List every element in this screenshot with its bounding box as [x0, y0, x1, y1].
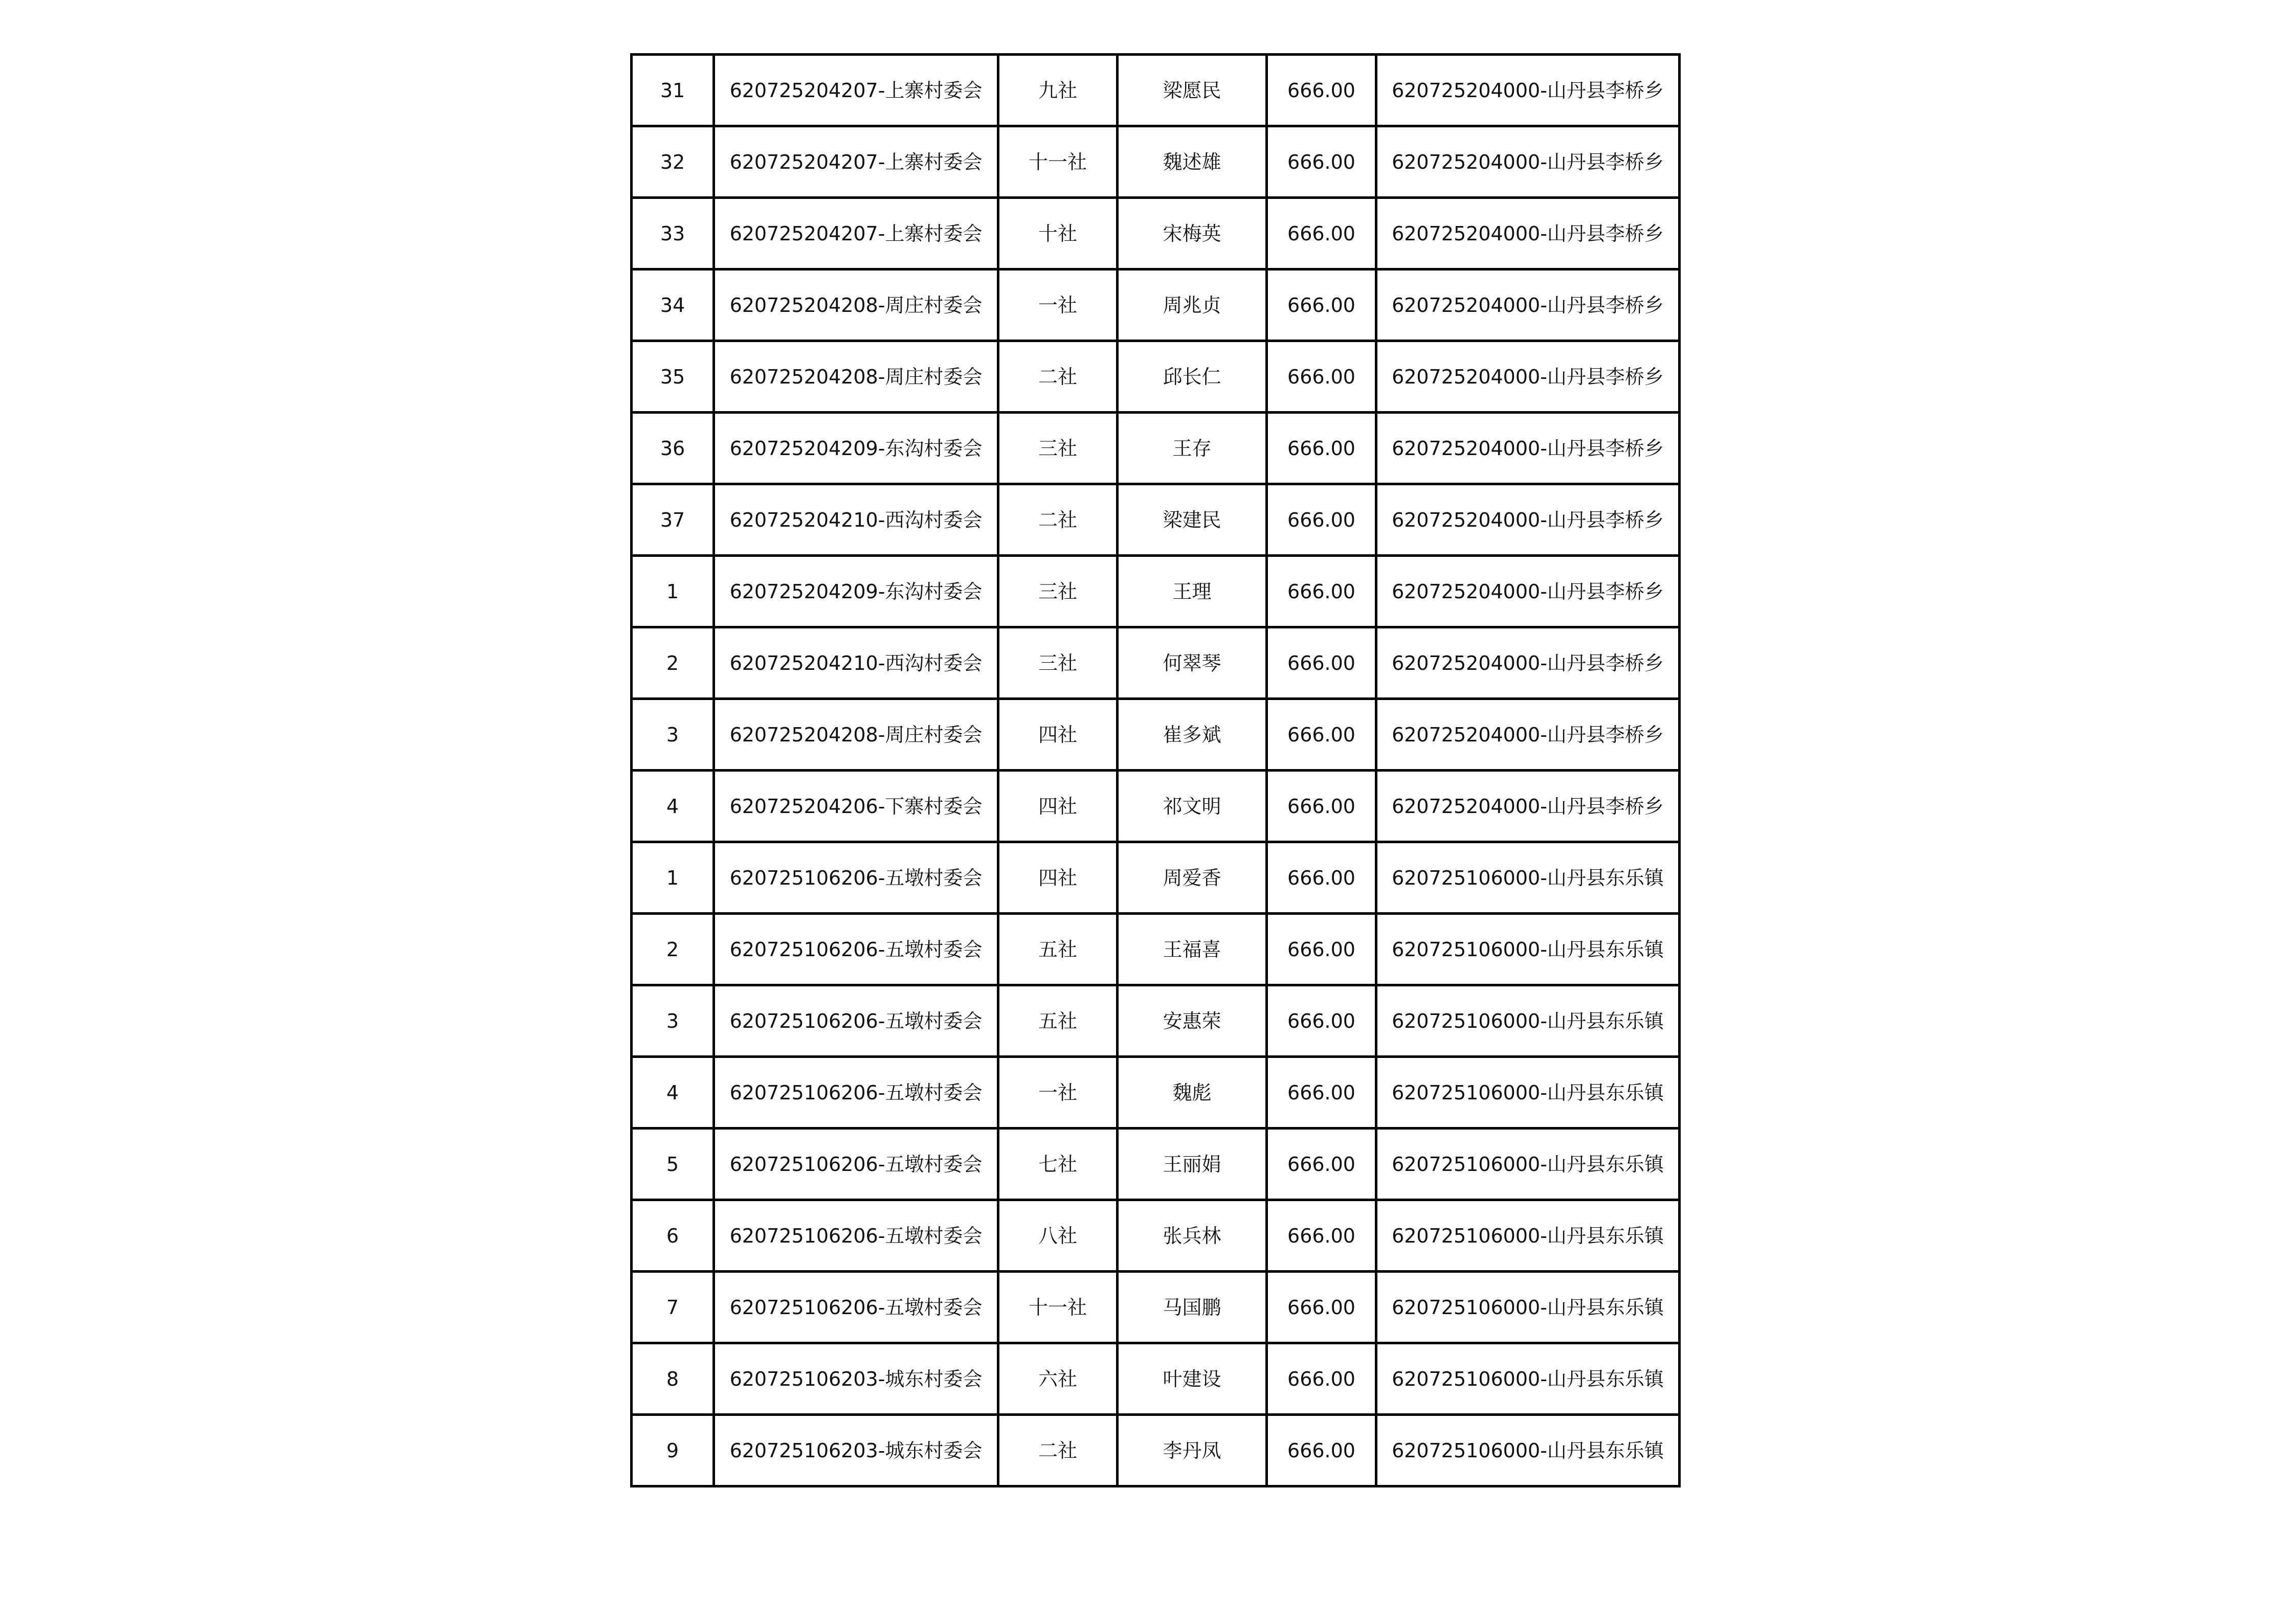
amount-cell: 666.00	[1267, 1272, 1376, 1343]
table-row	[632, 341, 1680, 413]
town-cell: 620725106000-山丹县东乐镇	[1376, 1200, 1680, 1272]
village-cell: 620725106206-五墩村委会	[714, 842, 998, 914]
group-cell: 四社	[998, 771, 1118, 842]
group-cell: 九社	[998, 55, 1118, 126]
village-cell: 620725106206-五墩村委会	[714, 1057, 998, 1129]
town-cell: 620725204000-山丹县李桥乡	[1376, 556, 1680, 627]
town-cell: 620725106000-山丹县东乐镇	[1376, 1129, 1680, 1200]
table-row	[632, 55, 1680, 126]
town-cell: 620725106000-山丹县东乐镇	[1376, 1343, 1680, 1415]
group-cell: 一社	[998, 269, 1118, 341]
group-cell: 三社	[998, 413, 1118, 484]
amount-cell: 666.00	[1267, 413, 1376, 484]
amount-cell: 666.00	[1267, 914, 1376, 985]
name-cell: 宋梅英	[1118, 198, 1267, 269]
village-cell: 620725106206-五墩村委会	[714, 1200, 998, 1272]
row-index-cell: 4	[632, 771, 714, 842]
village-cell: 620725204210-西沟村委会	[714, 484, 998, 556]
group-cell: 二社	[998, 484, 1118, 556]
town-cell: 620725106000-山丹县东乐镇	[1376, 985, 1680, 1057]
town-cell: 620725106000-山丹县东乐镇	[1376, 1057, 1680, 1129]
village-cell: 620725106206-五墩村委会	[714, 985, 998, 1057]
group-cell: 五社	[998, 985, 1118, 1057]
amount-cell: 666.00	[1267, 771, 1376, 842]
town-cell: 620725204000-山丹县李桥乡	[1376, 627, 1680, 699]
subsidy-table	[630, 53, 1681, 1487]
group-cell: 五社	[998, 914, 1118, 985]
town-cell: 620725204000-山丹县李桥乡	[1376, 699, 1680, 771]
town-cell: 620725106000-山丹县东乐镇	[1376, 842, 1680, 914]
table-row	[632, 126, 1680, 198]
name-cell: 崔多斌	[1118, 699, 1267, 771]
group-cell: 十一社	[998, 1272, 1118, 1343]
village-cell: 620725106206-五墩村委会	[714, 914, 998, 985]
village-cell: 620725106206-五墩村委会	[714, 1272, 998, 1343]
town-cell: 620725204000-山丹县李桥乡	[1376, 341, 1680, 413]
amount-cell: 666.00	[1267, 985, 1376, 1057]
table-row	[632, 1200, 1680, 1272]
name-cell: 马国鹏	[1118, 1272, 1267, 1343]
amount-cell: 666.00	[1267, 699, 1376, 771]
amount-cell: 666.00	[1267, 627, 1376, 699]
amount-cell: 666.00	[1267, 1057, 1376, 1129]
row-index-cell: 34	[632, 269, 714, 341]
village-cell: 620725204206-下寨村委会	[714, 771, 998, 842]
name-cell: 祁文明	[1118, 771, 1267, 842]
name-cell: 周爱香	[1118, 842, 1267, 914]
village-cell: 620725204207-上寨村委会	[714, 198, 998, 269]
name-cell: 安惠荣	[1118, 985, 1267, 1057]
row-index-cell: 2	[632, 627, 714, 699]
name-cell: 王福喜	[1118, 914, 1267, 985]
row-index-cell: 1	[632, 842, 714, 914]
table-row	[632, 484, 1680, 556]
table-row	[632, 985, 1680, 1057]
table-row	[632, 1129, 1680, 1200]
group-cell: 八社	[998, 1200, 1118, 1272]
name-cell: 王理	[1118, 556, 1267, 627]
group-cell: 六社	[998, 1343, 1118, 1415]
row-index-cell: 35	[632, 341, 714, 413]
amount-cell: 666.00	[1267, 556, 1376, 627]
row-index-cell: 8	[632, 1343, 714, 1415]
table-row	[632, 771, 1680, 842]
group-cell: 二社	[998, 1415, 1118, 1486]
town-cell: 620725106000-山丹县东乐镇	[1376, 914, 1680, 985]
amount-cell: 666.00	[1267, 269, 1376, 341]
village-cell: 620725204207-上寨村委会	[714, 126, 998, 198]
row-index-cell: 33	[632, 198, 714, 269]
village-cell: 620725204209-东沟村委会	[714, 413, 998, 484]
row-index-cell: 31	[632, 55, 714, 126]
town-cell: 620725204000-山丹县李桥乡	[1376, 126, 1680, 198]
row-index-cell: 2	[632, 914, 714, 985]
name-cell: 张兵林	[1118, 1200, 1267, 1272]
town-cell: 620725204000-山丹县李桥乡	[1376, 269, 1680, 341]
table-row	[632, 1272, 1680, 1343]
name-cell: 邱长仁	[1118, 341, 1267, 413]
row-index-cell: 9	[632, 1415, 714, 1486]
village-cell: 620725204208-周庄村委会	[714, 269, 998, 341]
table-row	[632, 1415, 1680, 1486]
amount-cell: 666.00	[1267, 55, 1376, 126]
group-cell: 三社	[998, 556, 1118, 627]
village-cell: 620725204207-上寨村委会	[714, 55, 998, 126]
row-index-cell: 37	[632, 484, 714, 556]
row-index-cell: 32	[632, 126, 714, 198]
village-cell: 620725106203-城东村委会	[714, 1343, 998, 1415]
row-index-cell: 1	[632, 556, 714, 627]
group-cell: 七社	[998, 1129, 1118, 1200]
group-cell: 一社	[998, 1057, 1118, 1129]
table-row	[632, 914, 1680, 985]
name-cell: 周兆贞	[1118, 269, 1267, 341]
group-cell: 四社	[998, 699, 1118, 771]
group-cell: 二社	[998, 341, 1118, 413]
town-cell: 620725106000-山丹县东乐镇	[1376, 1272, 1680, 1343]
table-row	[632, 198, 1680, 269]
amount-cell: 666.00	[1267, 1129, 1376, 1200]
name-cell: 王丽娟	[1118, 1129, 1267, 1200]
village-cell: 620725204210-西沟村委会	[714, 627, 998, 699]
village-cell: 620725106206-五墩村委会	[714, 1129, 998, 1200]
group-cell: 十一社	[998, 126, 1118, 198]
amount-cell: 666.00	[1267, 198, 1376, 269]
name-cell: 叶建设	[1118, 1343, 1267, 1415]
town-cell: 620725204000-山丹县李桥乡	[1376, 484, 1680, 556]
table-row	[632, 627, 1680, 699]
name-cell: 魏彪	[1118, 1057, 1267, 1129]
table-row	[632, 269, 1680, 341]
village-cell: 620725204208-周庄村委会	[714, 341, 998, 413]
table-row	[632, 1343, 1680, 1415]
group-cell: 四社	[998, 842, 1118, 914]
name-cell: 魏述雄	[1118, 126, 1267, 198]
town-cell: 620725106000-山丹县东乐镇	[1376, 1415, 1680, 1486]
row-index-cell: 4	[632, 1057, 714, 1129]
town-cell: 620725204000-山丹县李桥乡	[1376, 771, 1680, 842]
town-cell: 620725204000-山丹县李桥乡	[1376, 55, 1680, 126]
table-row	[632, 413, 1680, 484]
town-cell: 620725204000-山丹县李桥乡	[1376, 413, 1680, 484]
village-cell: 620725204208-周庄村委会	[714, 699, 998, 771]
name-cell: 梁愿民	[1118, 55, 1267, 126]
row-index-cell: 6	[632, 1200, 714, 1272]
row-index-cell: 5	[632, 1129, 714, 1200]
row-index-cell: 36	[632, 413, 714, 484]
row-index-cell: 7	[632, 1272, 714, 1343]
village-cell: 620725106203-城东村委会	[714, 1415, 998, 1486]
group-cell: 三社	[998, 627, 1118, 699]
row-index-cell: 3	[632, 985, 714, 1057]
amount-cell: 666.00	[1267, 484, 1376, 556]
amount-cell: 666.00	[1267, 1343, 1376, 1415]
table-row	[632, 1057, 1680, 1129]
amount-cell: 666.00	[1267, 1200, 1376, 1272]
amount-cell: 666.00	[1267, 1415, 1376, 1486]
table-row	[632, 842, 1680, 914]
amount-cell: 666.00	[1267, 341, 1376, 413]
table-row	[632, 556, 1680, 627]
row-index-cell: 3	[632, 699, 714, 771]
name-cell: 王存	[1118, 413, 1267, 484]
amount-cell: 666.00	[1267, 126, 1376, 198]
name-cell: 李丹凤	[1118, 1415, 1267, 1486]
table-row	[632, 699, 1680, 771]
name-cell: 何翠琴	[1118, 627, 1267, 699]
table-body	[632, 55, 1680, 1486]
name-cell: 梁建民	[1118, 484, 1267, 556]
amount-cell: 666.00	[1267, 842, 1376, 914]
town-cell: 620725204000-山丹县李桥乡	[1376, 198, 1680, 269]
group-cell: 十社	[998, 198, 1118, 269]
village-cell: 620725204209-东沟村委会	[714, 556, 998, 627]
